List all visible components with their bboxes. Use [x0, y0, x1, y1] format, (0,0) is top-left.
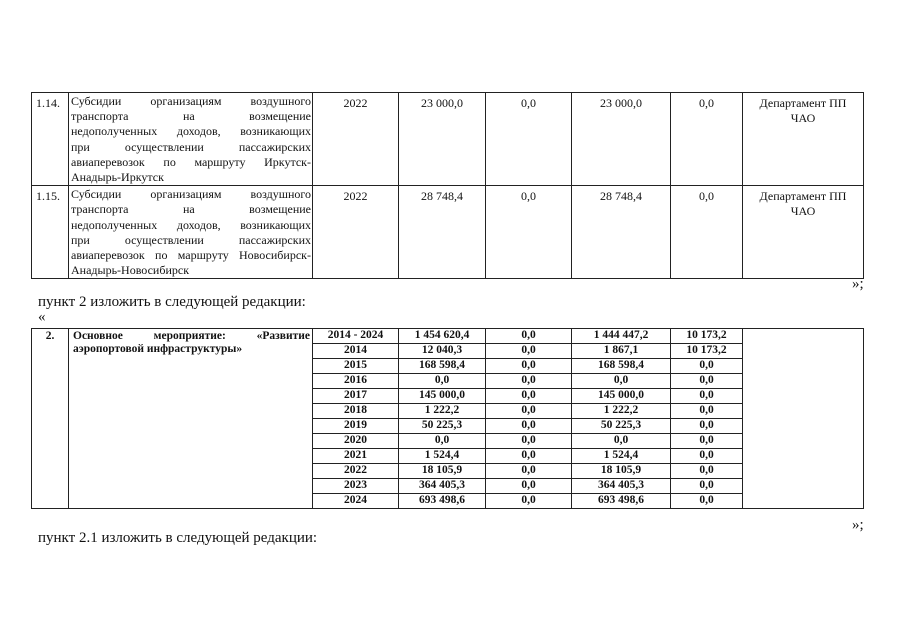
total-cell: 364 405,3 — [399, 479, 486, 494]
okrug-cell: 364 405,3 — [572, 479, 671, 494]
item-name-line: Анадырь-Новосибирск — [71, 263, 190, 278]
total-cell: 18 105,9 — [399, 464, 486, 479]
item-number: 2. — [32, 329, 69, 509]
item-name — [69, 329, 313, 509]
okrug-cell: 0,0 — [572, 434, 671, 449]
federal-cell: 0,0 — [486, 374, 572, 389]
okrug-cell: 168 598,4 — [572, 359, 671, 374]
other-cell: 10 173,2 — [671, 329, 743, 344]
year-cell: 2019 — [313, 419, 399, 434]
executor-cell — [743, 93, 864, 186]
item-name-line: аэропортовой инфраструктуры» — [73, 343, 243, 355]
federal-cell: 0,0 — [486, 359, 572, 374]
year-cell: 2017 — [313, 389, 399, 404]
subsidies-table — [31, 92, 864, 279]
total-cell: 693 498,6 — [399, 494, 486, 509]
year-cell: 2022 — [313, 186, 399, 279]
year-cell: 2023 — [313, 479, 399, 494]
year-cell: 2018 — [313, 404, 399, 419]
executor-cell — [743, 329, 864, 509]
other-cell: 0,0 — [671, 494, 743, 509]
table-row — [32, 329, 864, 344]
executor-line: ЧАО — [790, 204, 816, 219]
item-name — [69, 186, 313, 279]
federal-cell: 0,0 — [486, 389, 572, 404]
year-cell: 2016 — [313, 374, 399, 389]
okrug-cell: 1 222,2 — [572, 404, 671, 419]
item-name-line: транспорта на возмещение — [71, 109, 311, 124]
item-name-line: Субсидии организациям воздушного — [71, 94, 311, 108]
federal-cell: 0,0 — [486, 344, 572, 359]
item-name-line: Анадырь-Иркутск — [71, 170, 164, 185]
closing-quote: »; — [852, 517, 864, 533]
total-cell: 23 000,0 — [399, 93, 486, 186]
federal-cell: 0,0 — [486, 449, 572, 464]
closing-quote: »; — [852, 276, 864, 292]
okrug-cell: 1 524,4 — [572, 449, 671, 464]
paragraph-item-2-1: пункт 2.1 изложить в следующей редакции: — [38, 530, 318, 546]
okrug-cell: 1 867,1 — [572, 344, 671, 359]
item-name — [69, 93, 313, 186]
year-cell: 2024 — [313, 494, 399, 509]
year-cell: 2022 — [313, 464, 399, 479]
item-number: 1.15. — [32, 186, 69, 279]
other-cell: 0,0 — [671, 359, 743, 374]
year-cell: 2014 — [313, 344, 399, 359]
total-cell: 1 222,2 — [399, 404, 486, 419]
item-name-line: недополученных доходов, возникающих — [71, 217, 311, 232]
executor-line: Департамент ПП — [759, 189, 847, 204]
total-cell: 1 454 620,4 — [399, 329, 486, 344]
year-cell: 2022 — [313, 93, 399, 186]
executor-cell — [743, 186, 864, 279]
okrug-cell: 50 225,3 — [572, 419, 671, 434]
year-cell: 2014 - 2024 — [313, 329, 399, 344]
item-name-line: авиаперевозок по маршруту Новосибирск- — [71, 248, 311, 263]
other-cell: 10 173,2 — [671, 344, 743, 359]
year-cell: 2015 — [313, 359, 399, 374]
okrug-cell: 0,0 — [572, 374, 671, 389]
paragraph-item-2: пункт 2 изложить в следующей редакции: — [38, 294, 306, 310]
item-name-line: Субсидии организациям воздушного — [71, 187, 311, 202]
item-number: 1.14. — [32, 93, 69, 186]
executor-line: ЧАО — [790, 111, 816, 125]
other-cell: 0,0 — [671, 419, 743, 434]
total-cell: 50 225,3 — [399, 419, 486, 434]
federal-cell: 0,0 — [486, 93, 572, 186]
other-cell: 0,0 — [671, 449, 743, 464]
federal-cell: 0,0 — [486, 186, 572, 279]
item-name-line: при осуществлении пассажирских — [71, 232, 311, 247]
item-name-line: транспорта на возмещение — [71, 202, 311, 217]
okrug-cell: 28 748,4 — [572, 186, 671, 279]
federal-cell: 0,0 — [486, 464, 572, 479]
total-cell: 28 748,4 — [399, 186, 486, 279]
total-cell: 145 000,0 — [399, 389, 486, 404]
federal-cell: 0,0 — [486, 329, 572, 344]
opening-quote: « — [38, 309, 46, 325]
item-name-line: Основное мероприятие: «Развитие — [73, 330, 310, 342]
okrug-cell: 23 000,0 — [572, 93, 671, 186]
other-cell: 0,0 — [671, 93, 743, 186]
item-name-line: при осуществлении пассажирских — [71, 139, 311, 154]
year-cell: 2021 — [313, 449, 399, 464]
other-cell: 0,0 — [671, 479, 743, 494]
executor-line: Департамент ПП — [759, 96, 847, 110]
total-cell: 1 524,4 — [399, 449, 486, 464]
total-cell: 168 598,4 — [399, 359, 486, 374]
okrug-cell: 145 000,0 — [572, 389, 671, 404]
total-cell: 0,0 — [399, 434, 486, 449]
federal-cell: 0,0 — [486, 434, 572, 449]
table-row — [32, 93, 864, 186]
total-cell: 0,0 — [399, 374, 486, 389]
airport-infrastructure-table — [31, 328, 864, 509]
other-cell: 0,0 — [671, 389, 743, 404]
other-cell: 0,0 — [671, 404, 743, 419]
item-name-line: авиаперевозок по маршруту Иркутск- — [71, 154, 311, 169]
federal-cell: 0,0 — [486, 479, 572, 494]
other-cell: 0,0 — [671, 464, 743, 479]
okrug-cell: 693 498,6 — [572, 494, 671, 509]
okrug-cell: 1 444 447,2 — [572, 329, 671, 344]
federal-cell: 0,0 — [486, 404, 572, 419]
other-cell: 0,0 — [671, 434, 743, 449]
total-cell: 12 040,3 — [399, 344, 486, 359]
table-row — [32, 186, 864, 279]
federal-cell: 0,0 — [486, 494, 572, 509]
year-cell: 2020 — [313, 434, 399, 449]
other-cell: 0,0 — [671, 186, 743, 279]
okrug-cell: 18 105,9 — [572, 464, 671, 479]
other-cell: 0,0 — [671, 374, 743, 389]
item-name-line: недополученных доходов, возникающих — [71, 124, 311, 139]
federal-cell: 0,0 — [486, 419, 572, 434]
